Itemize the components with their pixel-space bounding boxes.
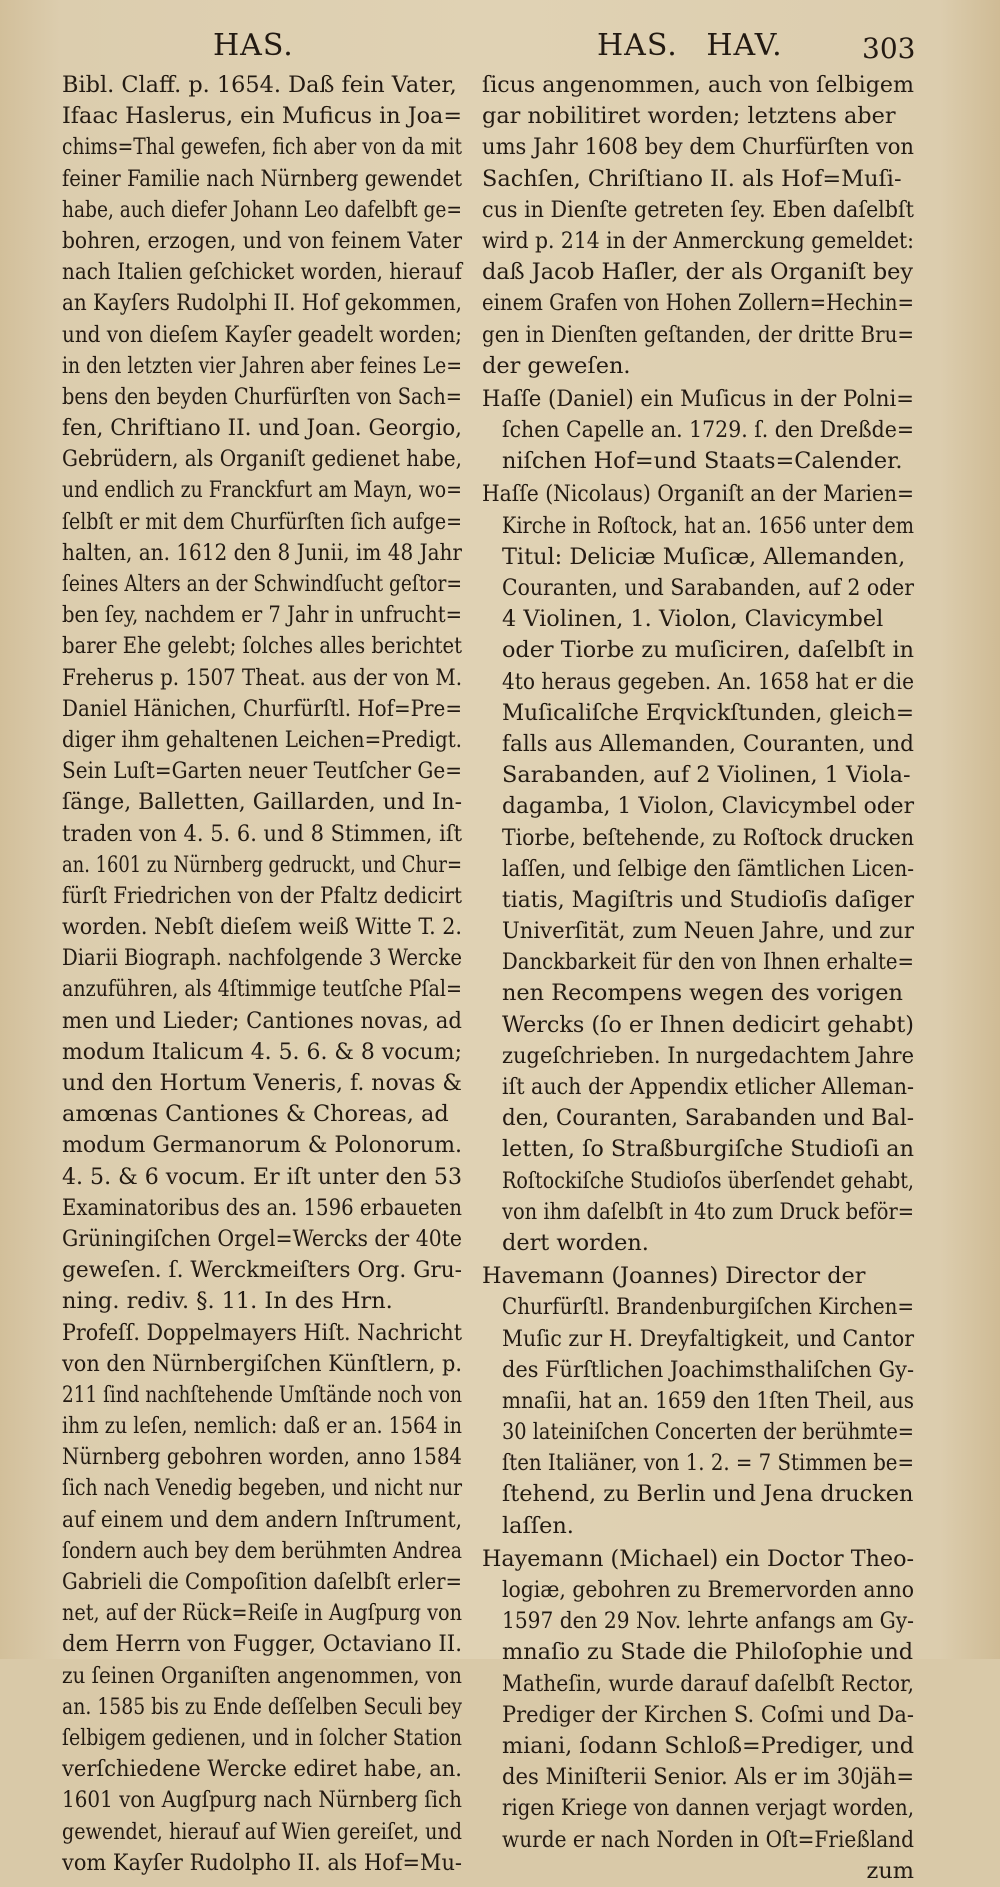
line-text: dem Herrn von Fugger, Octaviano II. [62, 1631, 462, 1658]
line-text: nach Italien geſchicket worden, hierauf [62, 259, 462, 286]
line-text: und endlich zu Franckfurt am Mayn, wo= [62, 477, 462, 504]
text-line [62, 943, 462, 974]
text-line [62, 1099, 462, 1130]
line-text: Nürnberg gebohren worden, anno 1584 [62, 1444, 462, 1471]
line-text: vom Kayſer Rudolpho II. als Hof=Mu- [62, 1849, 462, 1876]
text-line [62, 694, 462, 725]
line-text: Kirche in Roſtock, hat an. 1656 unter dem [502, 512, 914, 539]
text-line [62, 101, 462, 132]
line-text: ſicus angenommen, auch von ſelbigem [482, 72, 914, 98]
text-line [62, 663, 462, 694]
line-text: Prediger der Kirchen S. Coſmi und Da- [502, 1701, 914, 1728]
text-line [62, 819, 462, 850]
line-text: 4to heraus gegeben. An. 1658 hat er die [502, 668, 914, 695]
text-line [62, 631, 462, 662]
text-line [62, 1255, 462, 1286]
line-text: Couranten, und Sarabanden, auf 2 oder [502, 575, 914, 601]
text-line [62, 507, 462, 538]
text-line [62, 725, 462, 756]
line-text: Bibl. Claff. p. 1654. Daß fein Vater, [62, 72, 457, 98]
entry-headword-line [482, 384, 914, 415]
text-line [62, 1473, 462, 1504]
line-text: modum Italicum 4. 5. 6. & 8 vocum; [62, 1038, 462, 1065]
line-text: ben ſey, nachdem er 7 Jahr in unfrucht= [62, 602, 462, 629]
line-text: 211 ſind nachſtehende Umſtände noch von [62, 1381, 462, 1408]
text-line [62, 1162, 462, 1193]
line-text: Matheſin, wurde darauf daſelbſt Rector, [502, 1670, 914, 1697]
line-text: Ifaac Haslerus, ein Muficus in Joa= [62, 103, 462, 130]
line-text: Sein Luſt=Garten neuer Teutſcher Ge= [62, 758, 462, 785]
text-line [62, 413, 462, 444]
running-header [0, 22, 1000, 72]
line-text: Gebrüdern, als Organiſt gedienet habe, [62, 446, 462, 473]
line-text: halten, an. 1612 den 8 Junii, im 48 Jahr [62, 539, 462, 566]
line-text: 1597 den 29 Nov. lehrte anfangs am Gy- [502, 1608, 914, 1635]
line-text: logiæ, gebohren zu Bremervorden anno [502, 1577, 914, 1603]
line-text: Haſſe (Nicolaus) Organiſt an der Marien= [482, 481, 914, 508]
text-line [62, 226, 462, 257]
text-line [482, 164, 914, 195]
text-line [482, 698, 914, 729]
page-number: 303 [862, 32, 916, 65]
line-text: in den letzten vier Jahren aber feines Le= [62, 352, 462, 379]
line-text: bens den beyden Churfürſten von Sach= [62, 383, 462, 410]
text-line [62, 787, 462, 818]
text-line [482, 1793, 914, 1824]
text-line [482, 729, 914, 760]
line-text: ſondern auch bey dem berühmten Andrea [62, 1537, 462, 1564]
line-text: habe, auch diefer Johann Leo dafelbft ge= [62, 196, 462, 223]
text-line [482, 1010, 914, 1041]
line-text: an Kayſers Rudolphi II. Hof gekommen, [62, 290, 462, 317]
line-text: traden von 4. 5. 6. und 8 Stimmen, iſt [62, 820, 462, 847]
line-text: Diarii Biograph. nachfolgende 3 Wercke [62, 945, 462, 972]
line-text: wird p. 214 in der Anmerckung gemeldet: [482, 227, 914, 254]
text-line [482, 1479, 914, 1510]
text-line [482, 415, 914, 446]
line-text: barer Ehe gelebt; ſolches alles berichtet [62, 633, 462, 660]
text-line [482, 1292, 914, 1323]
text-line [62, 1006, 462, 1037]
text-line [482, 1762, 914, 1793]
text-line [482, 854, 914, 885]
line-text: an. 1601 zu Nürnberg gedruckt, und Chur= [62, 851, 462, 878]
line-text: cus in Dienſte getreten ſey. Eben daſelbſt [482, 196, 914, 223]
line-text: gewendet, hierauf auf Wien gereiſet, und [62, 1818, 462, 1845]
line-text: letten, ſo Straßburgiſche Studioſi an [502, 1136, 914, 1163]
line-text: modum Germanorum & Polonorum. [62, 1132, 462, 1159]
line-text: gar nobilitiret worden; letztens aber [482, 103, 896, 130]
line-text: Roſtockiſche Studioſos überſendet gehabt, [502, 1167, 914, 1194]
line-text: anzuführen, als 4ſtimmige teutſche Pſal= [62, 976, 462, 1003]
text-line [482, 573, 914, 604]
text-line [62, 1567, 462, 1598]
text-line [482, 916, 914, 947]
text-line [62, 382, 462, 413]
text-line [62, 1130, 462, 1161]
line-text: Danckbarkeit für den von Ihnen erhalte= [502, 949, 914, 976]
entry-headword-line [482, 1261, 914, 1292]
text-line [482, 320, 914, 351]
text-line [62, 195, 462, 226]
text-line [62, 1224, 462, 1255]
line-text: iſt auch der Appendix etlicher Alleman- [502, 1074, 914, 1100]
line-text: dert worden. [502, 1229, 649, 1256]
text-line [482, 1731, 914, 1762]
right-column [482, 70, 914, 1887]
text-line [62, 257, 462, 288]
line-text: auf einem und dem andern Inſtrument, [62, 1506, 462, 1533]
text-line [482, 1197, 914, 1228]
text-line [62, 444, 462, 475]
text-line [482, 351, 914, 382]
text-line [482, 1606, 914, 1637]
line-text: bohren, erzogen, und von feinem Vater [62, 227, 462, 254]
line-text: ſelbigem gedienen, und in ſolcher Station [62, 1724, 462, 1751]
text-line [482, 101, 914, 132]
text-line [62, 1848, 462, 1879]
line-text: niſchen Hof=und Staats=Calender. [502, 448, 903, 475]
line-text: men und Lieder; Cantiones novas, ad [62, 1007, 462, 1034]
entry-headword-line [482, 479, 914, 510]
line-text: ihm zu leſen, nemlich: daß er an. 1564 in [62, 1413, 462, 1440]
line-text: den, Couranten, Sarabanden und Bal- [502, 1105, 914, 1132]
line-text: oder Tiorbe zu muſiciren, daſelbſt in [502, 637, 914, 664]
text-line [482, 1324, 914, 1355]
line-text: dagamba, 1 Violon, Clavicymbel oder [502, 793, 914, 820]
text-line [62, 850, 462, 881]
line-text: zu ſeinen Organiſten angenommen, von [62, 1662, 462, 1689]
line-text: und den Hortum Veneris, f. novas & [62, 1070, 462, 1096]
left-column [62, 70, 462, 1879]
text-line [62, 1629, 462, 1660]
text-line [482, 760, 914, 791]
text-line [62, 1754, 462, 1785]
text-line [482, 1355, 914, 1386]
line-text: ſtehend, zu Berlin und Jena drucken [502, 1481, 914, 1508]
header-left-keyword: HAS. [213, 28, 294, 63]
text-line [62, 974, 462, 1005]
line-text: ſten Italiäner, von 1. 2. = 7 Stimmen be= [502, 1450, 914, 1477]
line-text: ſeines Alters an der Schwindſucht geſtor= [62, 571, 462, 597]
text-line [62, 1380, 462, 1411]
text-line [62, 1661, 462, 1692]
text-line [62, 320, 462, 351]
text-line [62, 475, 462, 506]
text-line [62, 569, 462, 600]
line-text: von den Nürnbergiſchen Künſtlern, p. [62, 1350, 462, 1377]
text-line [62, 538, 462, 569]
text-line [62, 881, 462, 912]
line-text: zum [866, 1857, 914, 1884]
line-text: Examinatoribus des an. 1596 erbaueten [62, 1194, 462, 1221]
text-line [62, 70, 462, 101]
line-text: geweſen. ſ. Werckmeiſters Org. Gru- [62, 1257, 462, 1284]
text-line [62, 1037, 462, 1068]
text-line [482, 195, 914, 226]
line-text: tiatis, Magiſtris und Studioſis daſiger [502, 886, 914, 913]
line-text: laſſen, und ſelbige den ſämtlichen Licen- [502, 855, 914, 882]
line-text: Muſic zur H. Dreyfaltigkeit, und Cantor [502, 1325, 914, 1352]
text-line [482, 1166, 914, 1197]
line-text: 4. 5. & 6 vocum. Er iſt unter den 53 [62, 1163, 462, 1190]
text-line [482, 635, 914, 666]
line-text: zugeſchrieben. In nurgedachtem Jahre [502, 1042, 914, 1069]
line-text: Hayemann (Michael) ein Doctor Theo- [482, 1545, 914, 1572]
line-text: Profeſſ. Doppelmayers Hiſt. Nachricht [62, 1319, 462, 1346]
line-text: einem Grafen von Hohen Zollern=Hechin= [482, 290, 914, 317]
line-text: Wercks (ſo er Ihnen dedicirt gehabt) [502, 1011, 914, 1038]
text-line [62, 912, 462, 943]
line-text: ning. rediv. §. 11. In des Hrn. [62, 1288, 393, 1315]
text-line [482, 446, 914, 477]
line-text: ſchen Capelle an. 1729. ſ. den Dreßde= [502, 417, 914, 444]
text-line [482, 511, 914, 542]
line-text: Tiorbe, beſtehende, zu Roſtock drucken [502, 824, 914, 851]
line-text: mnaſii, hat an. 1659 den 1ſten Theil, aus [502, 1387, 914, 1414]
text-line [482, 1103, 914, 1134]
line-text: daß Jacob Haſler, der als Organiſt bey [482, 259, 914, 286]
text-line [482, 1072, 914, 1103]
text-line [482, 667, 914, 698]
line-text: nen Recompens wegen des vorigen [502, 980, 903, 1007]
line-text: miani, ſodann Schloß=Prediger, und [502, 1732, 914, 1759]
text-line [62, 1505, 462, 1536]
line-text: 1601 von Augſpurg nach Nürnberg ſich [62, 1787, 462, 1814]
line-text: rigen Kriege von dannen verjagt worden, [502, 1795, 914, 1822]
text-line [62, 1068, 462, 1099]
line-text: Titul: Deliciæ Muſicæ, Allemanden, [502, 543, 906, 570]
line-text: worden. Nebſt dieſem weiß Witte T. 2. [62, 914, 462, 941]
text-line [482, 1637, 914, 1668]
line-text: 30 lateiniſchen Concerten der berühmte= [502, 1419, 914, 1446]
text-line [482, 1134, 914, 1165]
text-line [62, 164, 462, 195]
text-line [62, 132, 462, 163]
line-text: verſchiedene Wercke ediret habe, an. [62, 1756, 462, 1783]
line-text: net, auf der Rück=Reiſe in Augſpurg von [62, 1600, 462, 1627]
text-line [482, 1511, 914, 1542]
line-text: Muſicaliſche Erqvickſtunden, gleich= [502, 699, 914, 726]
text-line [62, 1692, 462, 1723]
text-line [482, 1386, 914, 1417]
line-text: ſänge, Balletten, Gaillarden, und In- [62, 789, 462, 816]
text-line [482, 1228, 914, 1259]
text-line [62, 1536, 462, 1567]
text-line [62, 1193, 462, 1224]
text-line [482, 1448, 914, 1479]
text-line [482, 604, 914, 635]
line-text: falls aus Allemanden, Couranten, und [502, 730, 914, 757]
header-right-keywords: HAS. HAV. [597, 28, 783, 63]
text-line [482, 1700, 914, 1731]
text-line [482, 1417, 914, 1448]
line-text: des Miniſterii Senior. Als er im 30jäh= [502, 1764, 914, 1791]
text-line [62, 288, 462, 319]
text-line [482, 70, 914, 101]
text-line [62, 756, 462, 787]
line-text: an. 1585 bis zu Ende deſſelben Seculi bey [62, 1693, 462, 1720]
text-line [482, 823, 914, 854]
line-text: der geweſen. [482, 352, 631, 379]
line-text: gen in Dienſten geſtanden, der dritte Bru= [482, 321, 914, 348]
line-text: Havemann (Joannes) Director der [482, 1263, 866, 1290]
text-line [62, 1318, 462, 1349]
text-line [62, 351, 462, 382]
text-line [482, 1575, 914, 1606]
line-text: wurde er nach Norden in Oſt=Frießland [502, 1826, 914, 1853]
text-line [62, 1817, 462, 1848]
text-line [482, 885, 914, 916]
text-line [482, 132, 914, 163]
line-text: und von dieſem Kayſer geadelt worden; [62, 321, 462, 348]
line-text: Haſſe (Daniel) ein Muſicus in der Polni= [482, 385, 914, 412]
text-line [62, 1785, 462, 1816]
line-text: laſſen. [502, 1512, 574, 1539]
line-text: Grüningiſchen Orgel=Wercks der 40te [62, 1225, 462, 1252]
text-line [482, 288, 914, 319]
line-text: Daniel Hänichen, Churfürſtl. Hof=Pre= [62, 695, 462, 722]
text-line [62, 1349, 462, 1380]
line-text: ums Jahr 1608 bey dem Churfürſten von [482, 134, 914, 161]
line-text: fürſt Friedrichen von der Pfaltz dedicirt [62, 882, 462, 909]
text-line [62, 1411, 462, 1442]
text-line [482, 226, 914, 257]
line-text: ſelbſt er mit dem Churfürſten ſich aufge= [62, 508, 462, 535]
line-text: Sachſen, Chriſtiano II. als Hof=Muſi- [482, 165, 902, 192]
line-text: amœnas Cantiones & Choreas, ad [62, 1101, 449, 1128]
catchword [482, 1856, 914, 1887]
text-line [62, 1442, 462, 1473]
line-text: Churfürſtl. Brandenburgiſchen Kirchen= [502, 1294, 914, 1321]
text-line [482, 1041, 914, 1072]
line-text: von ihm daſelbſt in 4to zum Druck beför= [502, 1198, 914, 1225]
line-text: mnaſio zu Stade die Philoſophie und [502, 1639, 914, 1666]
text-line [482, 257, 914, 288]
line-text: Freherus p. 1507 Theat. aus der von M. [62, 664, 462, 691]
line-text: diger ihm gehaltenen Leichen=Predigt. [62, 726, 462, 753]
line-text: des Fürſtlichen Joachimsthaliſchen Gy- [502, 1356, 914, 1383]
text-line [482, 1825, 914, 1856]
text-line [482, 791, 914, 822]
line-text: fen, Chriftiano II. und Joan. Georgio, [62, 415, 462, 442]
line-text: feiner Familie nach Nürnberg gewendet [62, 165, 462, 192]
text-line [62, 1598, 462, 1629]
line-text: Gabrieli die Compoſition daſelbſt erler= [62, 1569, 462, 1595]
line-text: Sarabanden, auf 2 Violinen, 1 Viola- [502, 762, 911, 789]
text-line [482, 1669, 914, 1700]
entry-headword-line [482, 1544, 914, 1575]
text-line [482, 947, 914, 978]
line-text: chims=Thal gewefen, fich aber von da mit [62, 134, 462, 161]
text-line [62, 1286, 462, 1317]
text-line [62, 1723, 462, 1754]
text-line [62, 600, 462, 631]
text-line [482, 978, 914, 1009]
line-text: 4 Violinen, 1. Violon, Clavicymbel [502, 606, 884, 633]
line-text: ſich nach Venedig begeben, und nicht nur [62, 1475, 462, 1502]
text-line [482, 542, 914, 573]
line-text: Univerſität, zum Neuen Jahre, und zur [502, 918, 914, 945]
